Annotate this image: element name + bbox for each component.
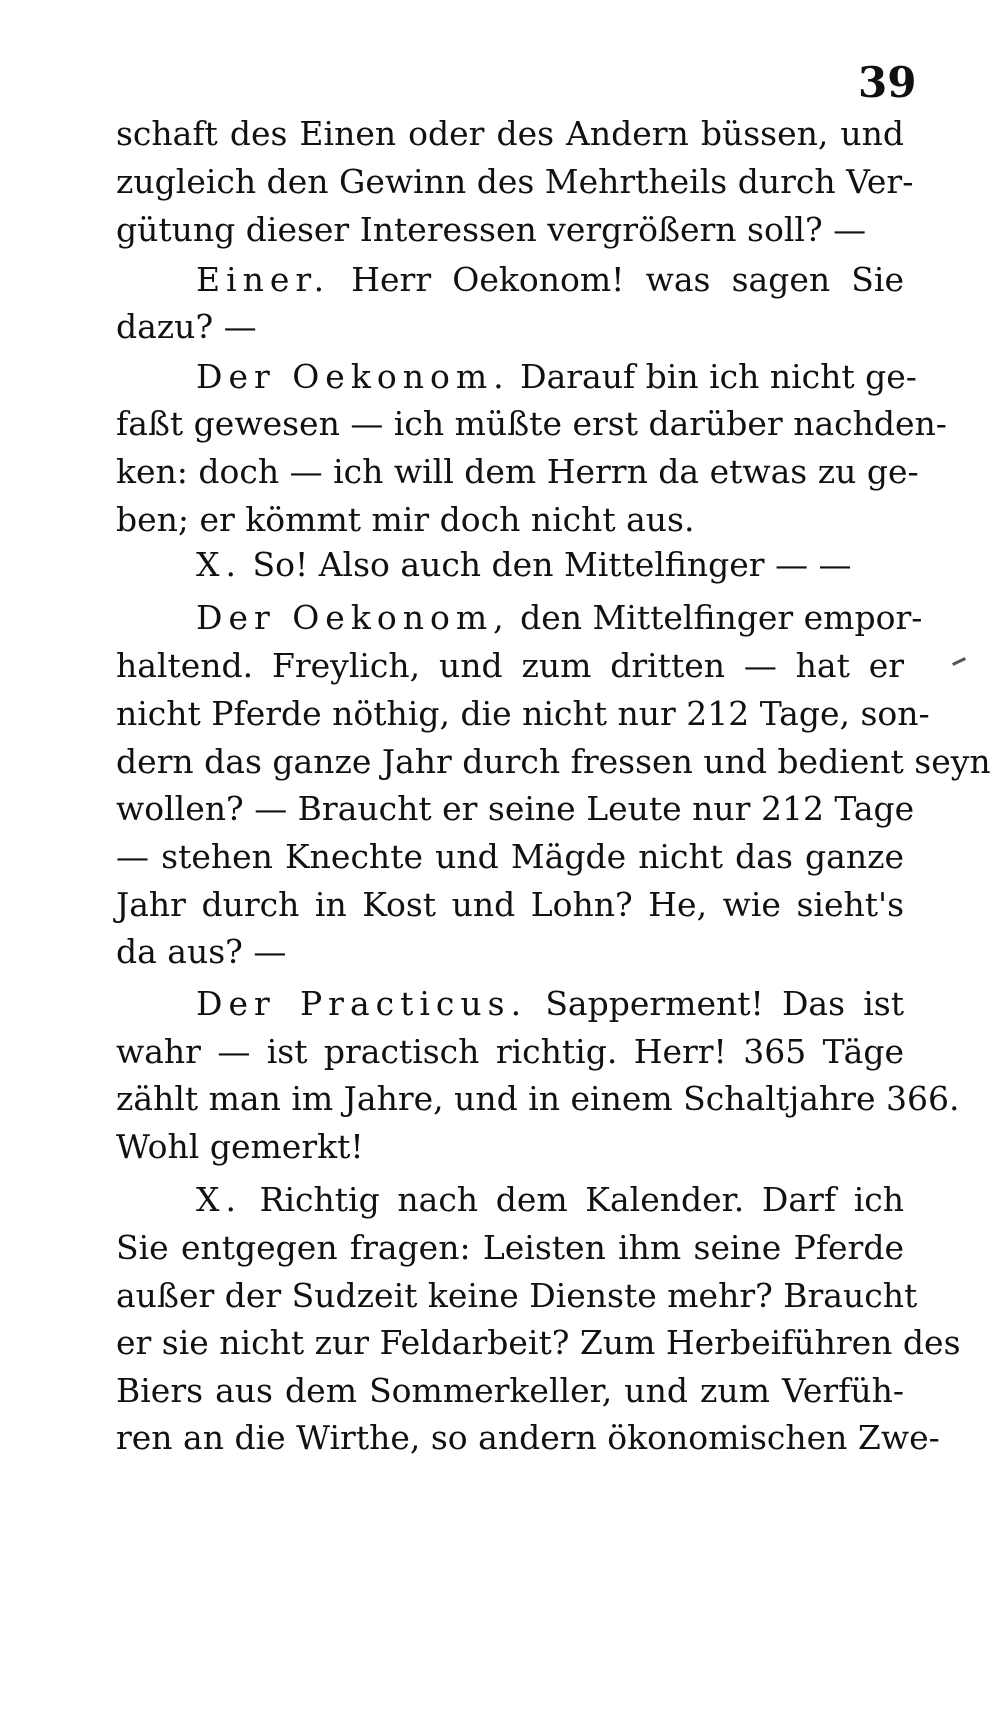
text-line: ken: doch — ich will dem Herrn da etwas zu ge- [116, 452, 919, 491]
text-line: X. Richtig nach dem Kalender. Darf ich [196, 1180, 904, 1219]
text-line: Wohl gemerkt! [116, 1127, 364, 1166]
text-line: zählt man im Jahre, und in einem Schaltjahre 366. [116, 1079, 960, 1118]
speaker-name: Der Oekonom. [196, 357, 510, 396]
text-line: faßt gewesen — ich müßte erst darüber nachden- [116, 404, 947, 443]
text-line: ben; er kömmt mir doch nicht aus. [116, 500, 695, 539]
text-line: gütung dieser Interessen vergrößern soll? — [116, 210, 867, 249]
text-line: Biers aus dem Sommerkeller, und zum Verfüh- [116, 1371, 904, 1410]
speaker-name: X. [196, 545, 242, 584]
text-line: zugleich den Gewinn des Mehrtheils durch Ver- [116, 162, 914, 201]
text-line: nicht Pferde nöthig, die nicht nur 212 Tage, son- [116, 694, 930, 733]
margin-mark [952, 657, 966, 666]
text-line: Sie entgegen fragen: Leisten ihm seine Pferde [116, 1228, 904, 1267]
text-line: außer der Sudzeit keine Dienste mehr? Braucht [116, 1276, 918, 1315]
text-line: Der Practicus. Sapperment! Das ist [196, 984, 904, 1023]
speaker-name: Der Practicus. [196, 984, 528, 1023]
text-line: Der Oekonom, den Mittelfinger empor- [196, 598, 923, 637]
page-number: 39 [858, 58, 917, 107]
text-line: er sie nicht zur Feldarbeit? Zum Herbeiführen des [116, 1323, 961, 1362]
speaker-name: Einer. [196, 260, 331, 299]
text-line: — stehen Knechte und Mägde nicht das ganze [116, 837, 904, 876]
text-line: wollen? — Braucht er seine Leute nur 212 Tage [116, 789, 915, 828]
text-line: haltend. Freylich, und zum dritten — hat er [116, 646, 904, 685]
text-line: Jahr durch in Kost und Lohn? He, wie sieht's [116, 885, 904, 924]
speaker-name: X. [196, 1180, 242, 1219]
text-line: X. So! Also auch den Mittelfinger — — [196, 545, 852, 584]
text-line: Einer. Herr Oekonom! was sagen Sie [196, 260, 904, 299]
text-line: wahr — ist practisch richtig. Herr! 365 Täge [116, 1032, 904, 1071]
text-line: dern das ganze Jahr durch fressen und bedient seyn [116, 742, 991, 781]
text-line: schaft des Einen oder des Andern büssen, und [116, 114, 904, 153]
text-line: da aus? — [116, 932, 287, 971]
text-line: dazu? — [116, 307, 257, 346]
speaker-name: Der Oekonom, [196, 598, 510, 637]
text-line: ren an die Wirthe, so andern ökonomischen Zwe- [116, 1418, 940, 1457]
text-line: Der Oekonom. Darauf bin ich nicht ge- [196, 357, 917, 396]
